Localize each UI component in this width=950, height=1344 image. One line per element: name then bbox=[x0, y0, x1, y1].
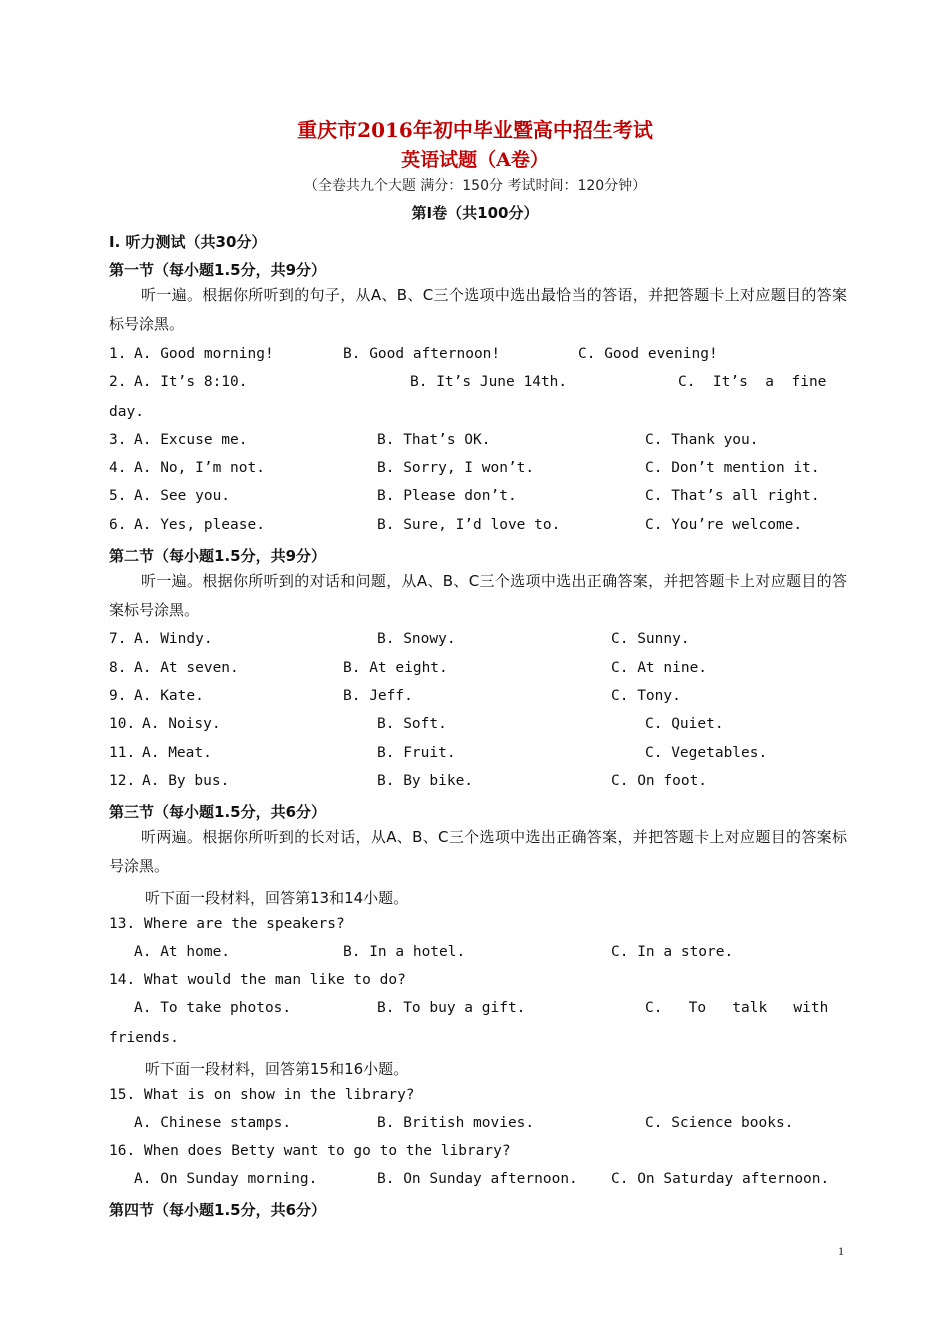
option-c: C. Quiet. bbox=[645, 716, 724, 732]
option-b: B. Good afternoon! bbox=[343, 346, 501, 362]
option-a: A. Yes, please. bbox=[134, 517, 265, 533]
option-c: C. To talk with bbox=[645, 1000, 829, 1016]
option-a: A. Kate. bbox=[134, 688, 204, 704]
option-a: A. Excuse me. bbox=[134, 432, 248, 448]
option-c: C. On foot. bbox=[611, 773, 708, 789]
question-stem: 16. When does Betty want to go to the library? bbox=[109, 1143, 511, 1159]
option-c: C. Sunny. bbox=[611, 631, 690, 647]
exam-title: 重庆市2016年初中毕业暨高中招生考试 bbox=[297, 118, 653, 142]
exam-page: 重庆市2016年初中毕业暨高中招生考试 英语试题（A卷） （全卷共九个大题 满分：150分 考试时间：120分钟） 第Ⅰ卷（共100分） I. 听力测试（共30分） 第一节（每小题1.5分，共9分） 听一遍。根据你所听到的句子，从A、B、C三个选项中选出最恰当的答语，并把答题卡上对应题目的答案标号涂黑。 1. A. Good morning! B. Good afternoon! C. Good evening! 2. A. It’s 8:10. B. It’s June 14th. C. It’s a fine day. 3. A. Excuse me. B. That’s OK. C. Thank you. 4. A. No, I’m not. B. Sorry, I won’t. C. Don’t mention it. 5. A. See you. B. Please don’t. C. That’s all right. 6. A. Yes, please. B. Sure, I’d love to. C. You’re welcome. 第二节（每小题1.5分，共9分） 听一遍。根据你所听到的对话和问题，从A、B、C三个选项中选出正确答案，并把答题卡上对应题目的答案标号涂黑。 7. A. Windy. B. Snowy. C. Sunny. 8. A. At seven. B. At eight. C. At nine. 9. A. Kate. B. Jeff. C. Tony. 10. A. Noisy. B. Soft. C. Quiet. 11. A. Meat. B. Fruit. C. Vegetables. 12. A. By bus. B. By bike. C. On foot. 第三节（每小题1.5分，共6分） 听两遍。根据你所听到的长对话，从A、B、C三个选项中选出正确答案，并把答题卡上对应题目的答案标号涂黑。 听下面一段材料，回答第13和14小题。 13. Where are the speakers? A. At home. B. In a hotel. C. In a store. 14. What would the man like to do? A. To take photos. B. To buy a gift. C. To talk with friends. 听下面一段材料，回答第15和16小题。 15. What is on show in the library? A. Chinese stamps. B. British movies. C. Science books. 16. When does Betty want to go to the library? A. On Sunday morning. B. On Sunday afternoon. C. On Saturday afternoon. 第四节（每小题1.5分，共6分） 1 bbox=[0, 0, 950, 1344]
section-1-title: 第一节（每小题1.5分，共9分） bbox=[109, 261, 327, 279]
option-c: C. Don’t mention it. bbox=[645, 460, 820, 476]
option-b: B. British movies. bbox=[377, 1115, 535, 1131]
option-c: C. Good evening! bbox=[578, 346, 718, 362]
option-b: B. By bike. bbox=[377, 773, 474, 789]
option-b: B. Soft. bbox=[377, 716, 447, 732]
option-c: C. You’re welcome. bbox=[645, 517, 803, 533]
option-a: A. To take photos. bbox=[134, 1000, 292, 1016]
volume-title: 第Ⅰ卷（共100分） bbox=[411, 204, 539, 222]
question-stem: 14. What would the man like to do? bbox=[109, 972, 406, 988]
option-c-continued: friends. bbox=[109, 1030, 179, 1046]
exam-subtitle: 英语试题（A卷） bbox=[401, 149, 549, 171]
option-b: B. It’s June 14th. bbox=[410, 374, 568, 390]
listening-note-1: 听下面一段材料，回答第13和14小题。 bbox=[145, 889, 409, 907]
option-c: C. Tony. bbox=[611, 688, 681, 704]
option-b: B. Sorry, I won’t. bbox=[377, 460, 535, 476]
option-a: A. Windy. bbox=[134, 631, 213, 647]
option-c: C. It’s a fine bbox=[678, 374, 827, 390]
option-a: A. See you. bbox=[134, 488, 231, 504]
option-a: A. On Sunday morning. bbox=[134, 1171, 318, 1187]
option-b: B. Snowy. bbox=[377, 631, 456, 647]
section-2-title: 第二节（每小题1.5分，共9分） bbox=[109, 547, 327, 565]
option-c: C. In a store. bbox=[611, 944, 734, 960]
option-a: A. At seven. bbox=[134, 660, 239, 676]
option-a: A. Chinese stamps. bbox=[134, 1115, 292, 1131]
option-b: B. That’s OK. bbox=[377, 432, 491, 448]
option-c: C. Vegetables. bbox=[645, 745, 768, 761]
option-a: A. It’s 8:10. bbox=[134, 374, 248, 390]
section-2-instruction: 听一遍。根据你所听到的对话和问题，从A、B、C三个选项中选出正确答案，并把答题卡上对应题目的答案标号涂黑。 bbox=[109, 572, 847, 619]
exam-info: （全卷共九个大题 满分：150分 考试时间：120分钟） bbox=[303, 178, 647, 194]
option-a: A. By bus. bbox=[142, 773, 230, 789]
option-b: B. To buy a gift. bbox=[377, 1000, 526, 1016]
option-b: B. Jeff. bbox=[343, 688, 413, 704]
question-stem: 15. What is on show in the library? bbox=[109, 1087, 415, 1103]
option-c: C. At nine. bbox=[611, 660, 708, 676]
option-b: B. Fruit. bbox=[377, 745, 456, 761]
option-c: C. Science books. bbox=[645, 1115, 794, 1131]
option-a: A. Meat. bbox=[142, 745, 212, 761]
option-a: A. No, I’m not. bbox=[134, 460, 265, 476]
section-4-title: 第四节（每小题1.5分，共6分） bbox=[109, 1201, 327, 1219]
option-c-continued: day. bbox=[109, 404, 144, 420]
option-c: C. On Saturday afternoon. bbox=[611, 1171, 830, 1187]
option-c: C. That’s all right. bbox=[645, 488, 820, 504]
option-c: C. Thank you. bbox=[645, 432, 759, 448]
section-3-instruction: 听两遍。根据你所听到的长对话，从A、B、C三个选项中选出正确答案，并把答题卡上对应题目的答案标号涂黑。 bbox=[109, 828, 847, 875]
option-b: B. Sure, I’d love to. bbox=[377, 517, 561, 533]
option-b: B. At eight. bbox=[343, 660, 448, 676]
part-title: I. 听力测试（共30分） bbox=[109, 233, 267, 251]
option-b: B. In a hotel. bbox=[343, 944, 466, 960]
section-1-instruction: 听一遍。根据你所听到的句子，从A、B、C三个选项中选出最恰当的答语，并把答题卡上对应题目的答案标号涂黑。 bbox=[109, 286, 847, 333]
option-a: A. Good morning! bbox=[134, 346, 274, 362]
option-a: A. Noisy. bbox=[142, 716, 221, 732]
listening-note-2: 听下面一段材料，回答第15和16小题。 bbox=[145, 1060, 409, 1078]
option-b: B. Please don’t. bbox=[377, 488, 517, 504]
question-stem: 13. Where are the speakers? bbox=[109, 916, 345, 932]
section-3-title: 第三节（每小题1.5分，共6分） bbox=[109, 803, 327, 821]
option-b: B. On Sunday afternoon. bbox=[377, 1171, 578, 1187]
page-number: 1 bbox=[838, 1244, 844, 1258]
option-a: A. At home. bbox=[134, 944, 231, 960]
